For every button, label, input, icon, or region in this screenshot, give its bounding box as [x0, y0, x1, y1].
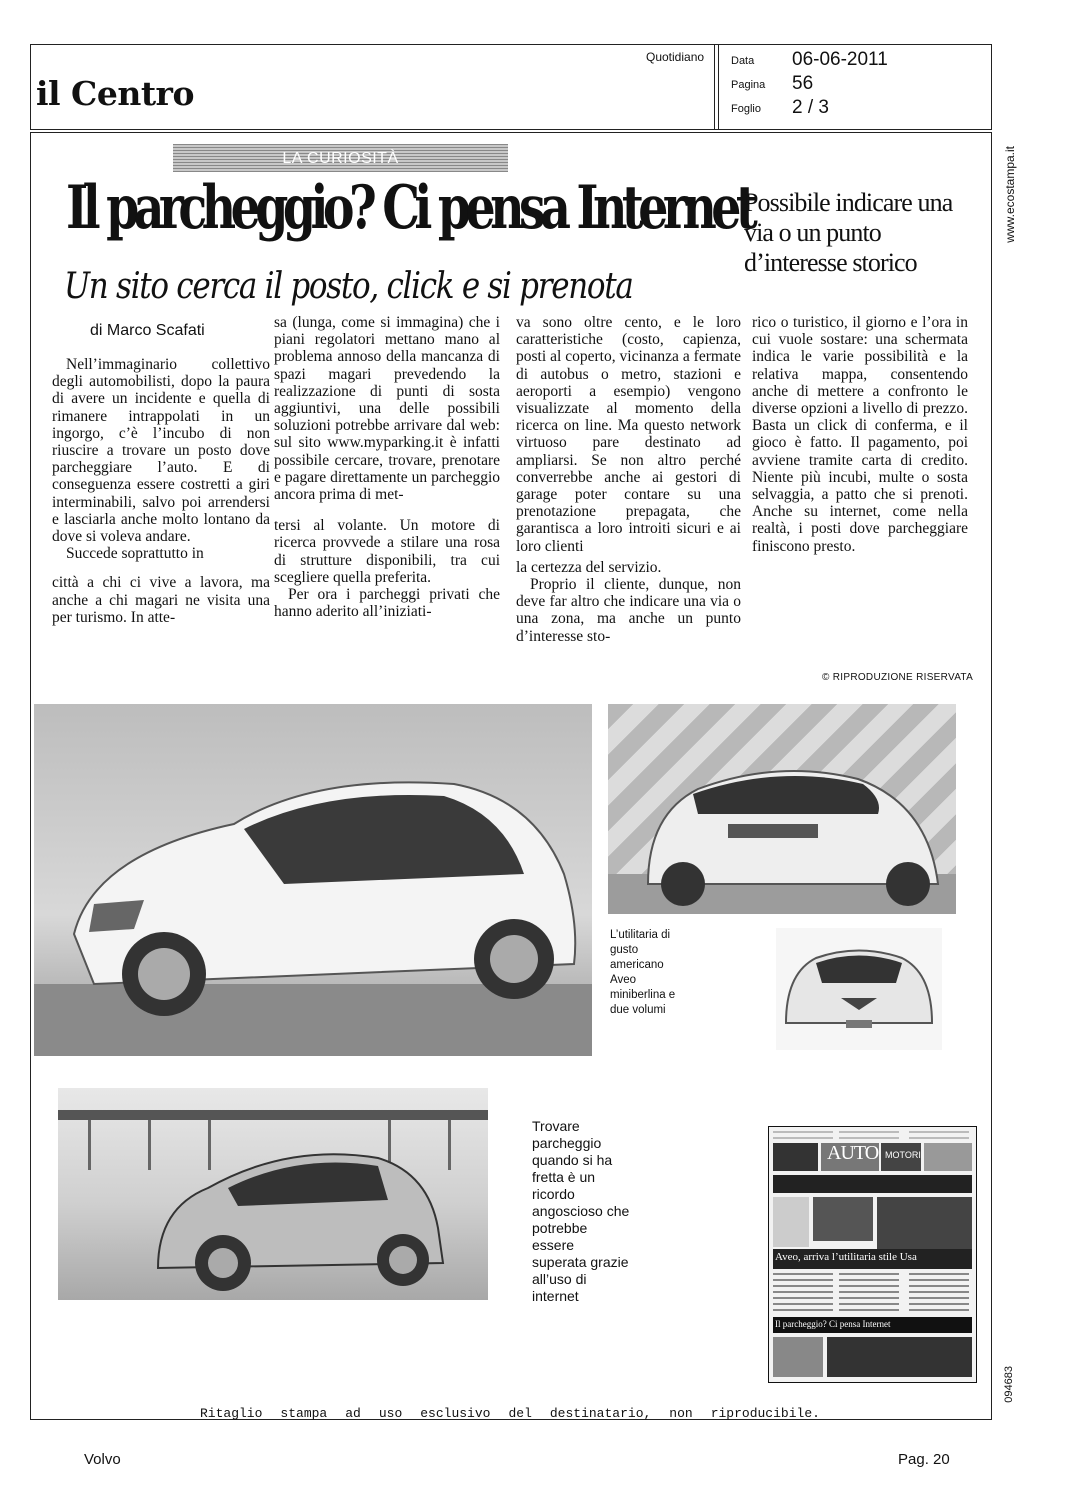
header-divider	[718, 44, 719, 130]
client-name: Volvo	[84, 1451, 121, 1468]
page-number: Pag. 20	[898, 1451, 950, 1468]
usage-word: stampa	[280, 1406, 328, 1421]
source-url: www.ecostampa.it	[1003, 146, 1017, 243]
usage-word: riproducibile.	[710, 1406, 820, 1421]
headline: Il parcheggio? Ci pensa Internet	[66, 173, 753, 243]
usage-notice	[200, 1406, 820, 1421]
paragraph: città a chi ci vive a lavora, ma anche a chi magari ne visita una per turismo. In atte-	[52, 574, 270, 626]
kicker: LA CURIOSITÀ	[173, 144, 508, 172]
article-column-1	[52, 356, 270, 626]
thumbnail-section: AUTO	[827, 1142, 879, 1164]
paragraph: va sono oltre cento, e le loro caratteristiche (costo, capienza, posti al coperto, vicinanza a fermate di autobus o metro, stazioni e aeroporti a esempio) vengono visualizzate al momento della ricerca on line. Ma questo network virtuoso pare destinato ad ampliarsi. Se non altro perché converrebbe anche ai gestori di garage poter contare su una prenotazione prepagata, che garantisca a loro introiti sicuri e ai loro clienti	[516, 314, 741, 555]
thumbnail-section-2: MOTORI	[885, 1150, 921, 1160]
usage-word: ad	[345, 1406, 361, 1421]
header-divider	[714, 44, 715, 130]
publication-type: Quotidiano	[646, 50, 705, 64]
paragraph: sa (lunga, come si immagina) che i piani regolatori mettano mano al problema annoso della mancanza di spazi magari prevedendo la realizzazione di punti di sosta aggiuntivi, una delle possibili soluzioni potrebbe arrivare dal web: sul sito www.myparking.it è infatti possibile cercare, trovare, prenotare e pagare direttamente un parcheggio ancora prima di met-	[274, 314, 500, 504]
article-column-4	[752, 314, 968, 555]
page-value: 56	[792, 73, 814, 94]
paragraph: Proprio il cliente, dunque, non deve far altro che indicare una via o una zona, ma anche un punto d’interesse sto-	[516, 576, 741, 645]
paragraph: tersi al volante. Un motore di ricerca provvede a stilare una rosa di strutture disponibili, tra cui scegliere quella preferita.	[274, 517, 500, 586]
date-label: Data	[731, 55, 755, 67]
usage-word: del	[508, 1406, 532, 1421]
newspaper-logo: il Centro	[36, 74, 194, 113]
article-column-2	[274, 314, 500, 620]
car-photo-front	[34, 704, 592, 1056]
byline: di Marco Scafati	[90, 322, 205, 339]
date-value: 06-06-2011	[792, 49, 888, 70]
photo-caption: L’utilitaria di gusto americano Aveo miniberlina e due volumi	[610, 929, 676, 1016]
usage-word: esclusivo	[420, 1406, 491, 1421]
subheadline: Un sito cerca il posto, click e si prenota	[64, 266, 633, 307]
page-label: Pagina	[731, 79, 766, 91]
usage-word: non	[669, 1406, 693, 1421]
usage-word: destinatario,	[549, 1406, 652, 1421]
car-photo-side	[58, 1088, 488, 1300]
paragraph: Succede soprattutto in	[66, 545, 204, 563]
clipping-code: 094683	[1003, 1366, 1015, 1403]
usage-word: Ritaglio	[200, 1406, 263, 1421]
paragraph: Per ora i parcheggi privati che hanno aderito all’iniziati-	[274, 586, 500, 621]
sheet-value: 2 / 3	[792, 97, 829, 118]
thumbnail-headline: Il parcheggio? Ci pensa Internet	[775, 1319, 891, 1329]
paragraph: Nell’immaginario collettivo degli automobilisti, dopo la paura di avere un incidente e quella di rimanere intrappolati in un ingorgo, c’è l’incubo di non riuscire a trovare un posto dove parcheggiare l’auto. E di conseguenza essere costretti a giri interminabili, salvo poi arrendersi e lasciarla anche molto lontano da dove si voleva andare.	[52, 356, 270, 546]
copyright-notice: © RIPRODUZIONE RISERVATA	[822, 672, 974, 683]
paragraph: rico o turistico, il giorno e l’ora in cui vuole sostare: una schermata indica le varie possibilità e la relativa mappa, consentendo anche di mettere a confronto le diverse opzioni a livello di prezzo. Basta un click di conferma, e il gioco è fatto. Il pagamento, poi avviene tramite carta di credito. Niente più incubi, multe o sosta selvaggia, a patto che si prenoti. Anche su internet, come nella realtà, i posti dove parcheggiare finiscono presto.	[752, 314, 968, 555]
sheet-label: Foglio	[731, 103, 761, 115]
page-thumbnail	[768, 1126, 977, 1383]
thumbnail-headline: Aveo, arriva l’utilitaria stile Usa	[775, 1251, 917, 1263]
car-photo-rear	[608, 704, 956, 914]
car-photo-small	[776, 928, 942, 1050]
side-headline: Possibile indicare una via o un punto d’interesse storico	[744, 188, 953, 277]
usage-word: uso	[378, 1406, 403, 1421]
photo-caption: Trovare parcheggio quando si ha fretta è un ricordo angoscioso che potrebbe essere superata grazie all’uso di internet	[532, 1118, 630, 1304]
paragraph: la certezza del servizio.	[516, 558, 662, 576]
article-column-3	[516, 314, 741, 645]
